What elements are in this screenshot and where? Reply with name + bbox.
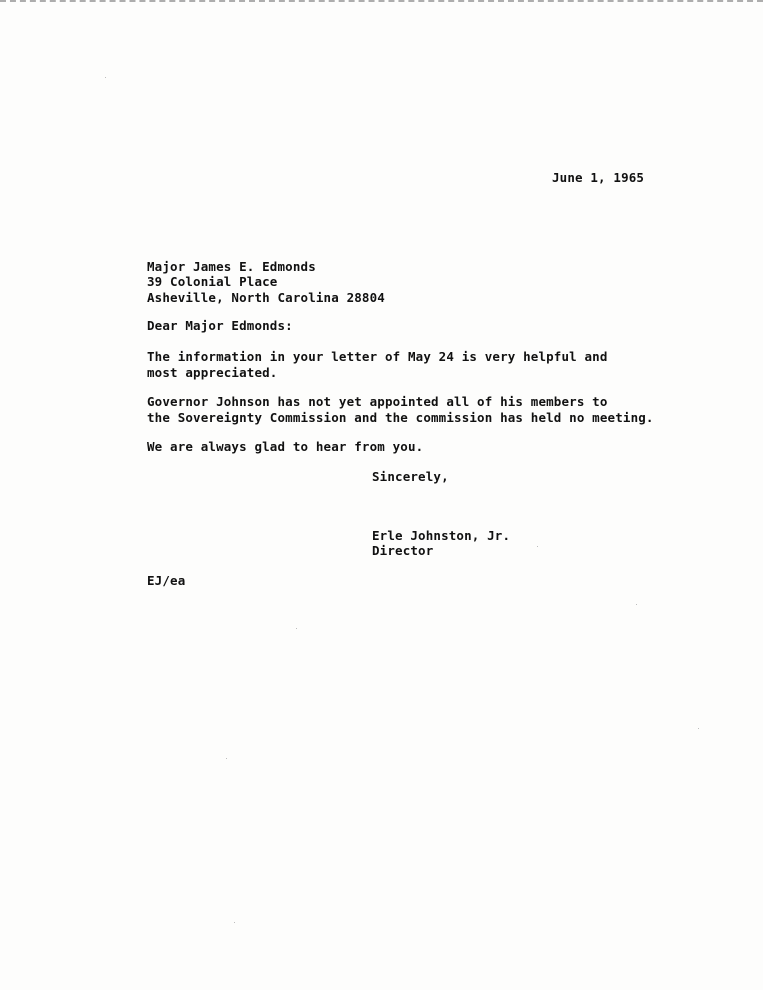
- signature-title: Director: [372, 543, 434, 558]
- page-top-edge: [0, 0, 763, 8]
- paper-speck: [698, 728, 699, 729]
- salutation: Dear Major Edmonds:: [147, 318, 293, 333]
- recipient-street: 39 Colonial Place: [147, 274, 278, 289]
- letter-date: June 1, 1965: [552, 170, 645, 185]
- signature-name: Erle Johnston, Jr.: [372, 528, 511, 543]
- paragraph-1-line-2: most appreciated.: [147, 365, 278, 380]
- paper-speck: [226, 758, 227, 759]
- paper-speck: [234, 922, 235, 923]
- reference-initials: EJ/ea: [147, 573, 186, 588]
- paper-speck: [636, 604, 637, 605]
- paper-speck: [105, 77, 106, 78]
- paragraph-1-line-1: The information in your letter of May 24 is very helpful and: [147, 349, 608, 364]
- paper-speck: [296, 628, 297, 629]
- paper-speck: [537, 546, 538, 547]
- recipient-name: Major James E. Edmonds: [147, 259, 316, 274]
- paragraph-2-line-2: the Sovereignty Commission and the commission has held no meeting.: [147, 410, 654, 425]
- recipient-city: Asheville, North Carolina 28804: [147, 290, 385, 305]
- paragraph-3-line-1: We are always glad to hear from you.: [147, 439, 424, 454]
- closing: Sincerely,: [372, 469, 449, 484]
- paragraph-2-line-1: Governor Johnson has not yet appointed all of his members to: [147, 394, 608, 409]
